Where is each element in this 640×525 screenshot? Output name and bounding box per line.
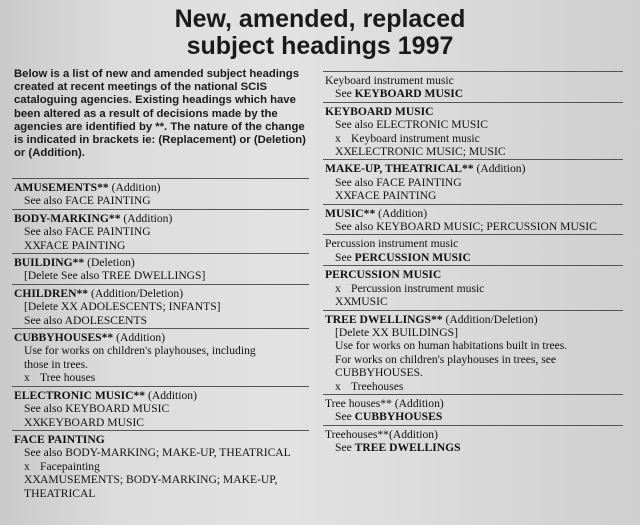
heading-term: Percussion instrument music bbox=[325, 237, 459, 251]
heading-status: (Deletion) bbox=[84, 256, 135, 270]
reference-text: Tree houses bbox=[40, 371, 96, 385]
heading-term: FACE PAINTING bbox=[14, 432, 105, 446]
reference-text: See also ELECTRONIC MUSIC bbox=[335, 118, 488, 132]
heading-term: CHILDREN** bbox=[14, 286, 89, 300]
title-line-1: New, amended, replaced bbox=[174, 5, 466, 33]
right-column bbox=[323, 71, 623, 456]
intro-paragraph: Below is a list of new and amended subject headings created at recent meetings of the national SCIS cataloguing agencies. Existing headings which have been altered as a result of decisions made by the agencies are identified by **. The nature of the change is indicated in brackets ie: (Replacement) or (Deletion) or (Addition). bbox=[14, 68, 306, 160]
reference-line bbox=[14, 358, 307, 371]
subject-heading-entry bbox=[323, 159, 623, 203]
heading-status: (Addition) bbox=[145, 388, 197, 402]
reference-line bbox=[14, 371, 307, 384]
reference-line bbox=[14, 225, 307, 238]
left-column bbox=[12, 178, 309, 501]
reference-line bbox=[14, 416, 307, 429]
reference-line bbox=[14, 194, 307, 207]
subject-heading-entry bbox=[323, 310, 623, 394]
reference-line bbox=[325, 220, 621, 233]
subject-heading-entry bbox=[323, 71, 623, 102]
reference-target: TREE DWELLINGS bbox=[354, 441, 461, 455]
reference-prefix: x bbox=[335, 281, 341, 295]
heading-term-line bbox=[325, 313, 621, 326]
heading-term-line bbox=[14, 389, 307, 402]
heading-status: (Addition) bbox=[120, 211, 173, 225]
reference-line bbox=[325, 87, 621, 100]
subject-heading-entry bbox=[12, 386, 309, 430]
subject-heading-entry bbox=[12, 284, 309, 328]
reference-prefix: XX bbox=[335, 145, 352, 159]
reference-line bbox=[325, 366, 621, 379]
subject-heading-entry bbox=[323, 425, 623, 456]
heading-term: MUSIC** bbox=[325, 206, 376, 220]
reference-text: CUBBYHOUSES. bbox=[335, 366, 423, 380]
heading-term: Tree houses** bbox=[325, 396, 392, 410]
reference-text: See bbox=[335, 250, 355, 264]
reference-text: [Delete XX ADOLESCENTS; INFANTS] bbox=[24, 300, 221, 314]
page-title bbox=[0, 6, 640, 60]
reference-line bbox=[14, 473, 307, 486]
reference-line bbox=[325, 118, 621, 131]
heading-term-line bbox=[325, 74, 621, 87]
heading-term-line bbox=[14, 433, 307, 446]
heading-term-line bbox=[14, 331, 307, 344]
heading-status: (Addition) bbox=[388, 427, 438, 441]
subject-heading-entry bbox=[323, 204, 623, 235]
heading-status: (Addition/Deletion) bbox=[442, 312, 538, 326]
reference-text: See bbox=[335, 441, 355, 455]
reference-text: FACE PAINTING bbox=[351, 189, 437, 203]
reference-text: See bbox=[335, 410, 355, 424]
subject-heading-entry bbox=[323, 102, 623, 160]
heading-term-line bbox=[325, 268, 621, 281]
subject-heading-entry bbox=[12, 430, 309, 501]
reference-line bbox=[325, 132, 621, 145]
heading-term-line bbox=[325, 162, 621, 175]
reference-prefix: XX bbox=[335, 295, 352, 309]
reference-text: See also FACE PAINTING bbox=[24, 225, 151, 239]
reference-line bbox=[14, 239, 307, 252]
heading-status: (Addition) bbox=[108, 181, 161, 194]
reference-text: See also KEYBOARD MUSIC bbox=[24, 402, 170, 416]
reference-target: KEYBOARD MUSIC bbox=[354, 87, 464, 101]
reference-prefix: x bbox=[335, 379, 341, 393]
reference-text: KEYBOARD MUSIC bbox=[40, 415, 145, 429]
reference-line bbox=[14, 446, 307, 459]
reference-text: FACE PAINTING bbox=[40, 238, 126, 252]
heading-term: KEYBOARD MUSIC bbox=[325, 104, 434, 118]
reference-text: For works on children's playhouses in trees, see bbox=[335, 352, 557, 366]
heading-term-line bbox=[325, 397, 621, 410]
title-line-2: subject headings 1997 bbox=[186, 32, 454, 60]
heading-term: TREE DWELLINGS** bbox=[325, 312, 443, 326]
subject-heading-entry bbox=[12, 178, 309, 209]
reference-line bbox=[14, 269, 307, 282]
subject-heading-entry bbox=[12, 328, 309, 386]
heading-term: ELECTRONIC MUSIC** bbox=[14, 388, 146, 402]
reference-text: [Delete XX BUILDINGS] bbox=[335, 325, 458, 339]
heading-term: BODY-MARKING** bbox=[14, 211, 121, 225]
reference-text: Use for works on human habitations built in trees. bbox=[335, 339, 568, 353]
heading-term: CUBBYHOUSES** bbox=[14, 331, 114, 345]
heading-term-line bbox=[14, 256, 307, 269]
heading-term-line bbox=[14, 212, 307, 225]
reference-text: AMUSEMENTS; BODY-MARKING; MAKE-UP, bbox=[40, 473, 278, 487]
reference-line bbox=[14, 487, 307, 500]
reference-prefix: XX bbox=[24, 473, 41, 487]
reference-line bbox=[14, 460, 307, 473]
heading-term: BUILDING** bbox=[14, 256, 85, 270]
heading-status: (Addition) bbox=[375, 206, 428, 220]
reference-text: See also KEYBOARD MUSIC; PERCUSSION MUSIC bbox=[335, 220, 597, 234]
heading-status: (Addition/Deletion) bbox=[88, 286, 184, 300]
reference-line bbox=[14, 344, 307, 357]
heading-term-line bbox=[14, 181, 307, 194]
reference-line bbox=[325, 441, 621, 454]
reference-prefix: x bbox=[335, 131, 341, 145]
reference-text: THEATRICAL bbox=[24, 486, 96, 500]
reference-text: [Delete See also TREE DWELLINGS] bbox=[24, 269, 206, 283]
reference-text: Treehouses bbox=[351, 379, 404, 393]
heading-term-line bbox=[325, 237, 621, 250]
heading-term-line bbox=[325, 207, 621, 220]
reference-line bbox=[325, 282, 621, 295]
heading-term: MAKE-UP, THEATRICAL** bbox=[325, 162, 474, 176]
reference-prefix: x bbox=[24, 459, 30, 473]
heading-status: (Addition) bbox=[473, 162, 526, 176]
heading-term-line bbox=[325, 105, 621, 118]
reference-line bbox=[14, 300, 307, 313]
reference-text: See also FACE PAINTING bbox=[24, 194, 151, 208]
reference-line bbox=[325, 251, 621, 264]
subject-heading-entry bbox=[323, 234, 623, 265]
reference-line bbox=[325, 353, 621, 366]
reference-line bbox=[325, 176, 621, 189]
subject-heading-entry bbox=[323, 394, 623, 425]
reference-text: See bbox=[335, 87, 355, 101]
reference-prefix: XX bbox=[24, 238, 41, 252]
reference-line bbox=[325, 295, 621, 308]
reference-text: MUSIC bbox=[351, 295, 388, 309]
reference-text: See also BODY-MARKING; MAKE-UP, THEATRICAL bbox=[24, 446, 291, 460]
reference-text: Use for works on children's playhouses, including bbox=[24, 344, 256, 358]
heading-status: (Addition) bbox=[113, 331, 166, 345]
heading-term: Keyboard instrument music bbox=[325, 74, 454, 87]
heading-term-line bbox=[14, 287, 307, 300]
reference-prefix: x bbox=[24, 371, 30, 385]
reference-text: See also FACE PAINTING bbox=[335, 175, 462, 189]
reference-line bbox=[325, 410, 621, 423]
heading-term: PERCUSSION MUSIC bbox=[325, 268, 442, 282]
subject-heading-entry bbox=[12, 253, 309, 284]
reference-text: See also ADOLESCENTS bbox=[24, 313, 148, 327]
heading-status: (Addition) bbox=[391, 396, 444, 410]
reference-line bbox=[14, 402, 307, 415]
reference-line bbox=[325, 145, 621, 158]
heading-term: Treehouses** bbox=[325, 427, 389, 441]
reference-target: CUBBYHOUSES bbox=[354, 410, 443, 424]
heading-term: AMUSEMENTS** bbox=[14, 181, 109, 194]
reference-line bbox=[325, 380, 621, 393]
reference-line bbox=[325, 189, 621, 202]
reference-text: those in trees. bbox=[24, 357, 89, 371]
reference-line bbox=[14, 314, 307, 327]
reference-target: PERCUSSION MUSIC bbox=[354, 250, 471, 264]
reference-text: Keyboard instrument music bbox=[351, 131, 480, 145]
heading-term-line bbox=[325, 428, 621, 441]
reference-prefix: XX bbox=[24, 415, 41, 429]
reference-text: ELECTRONIC MUSIC; MUSIC bbox=[351, 145, 506, 159]
reference-prefix: XX bbox=[335, 189, 352, 203]
reference-line bbox=[325, 326, 621, 339]
reference-text: Facepainting bbox=[40, 459, 100, 473]
subject-heading-entry bbox=[12, 209, 309, 253]
subject-heading-entry bbox=[323, 265, 623, 309]
reference-text: Percussion instrument music bbox=[351, 281, 485, 295]
reference-line bbox=[325, 339, 621, 352]
